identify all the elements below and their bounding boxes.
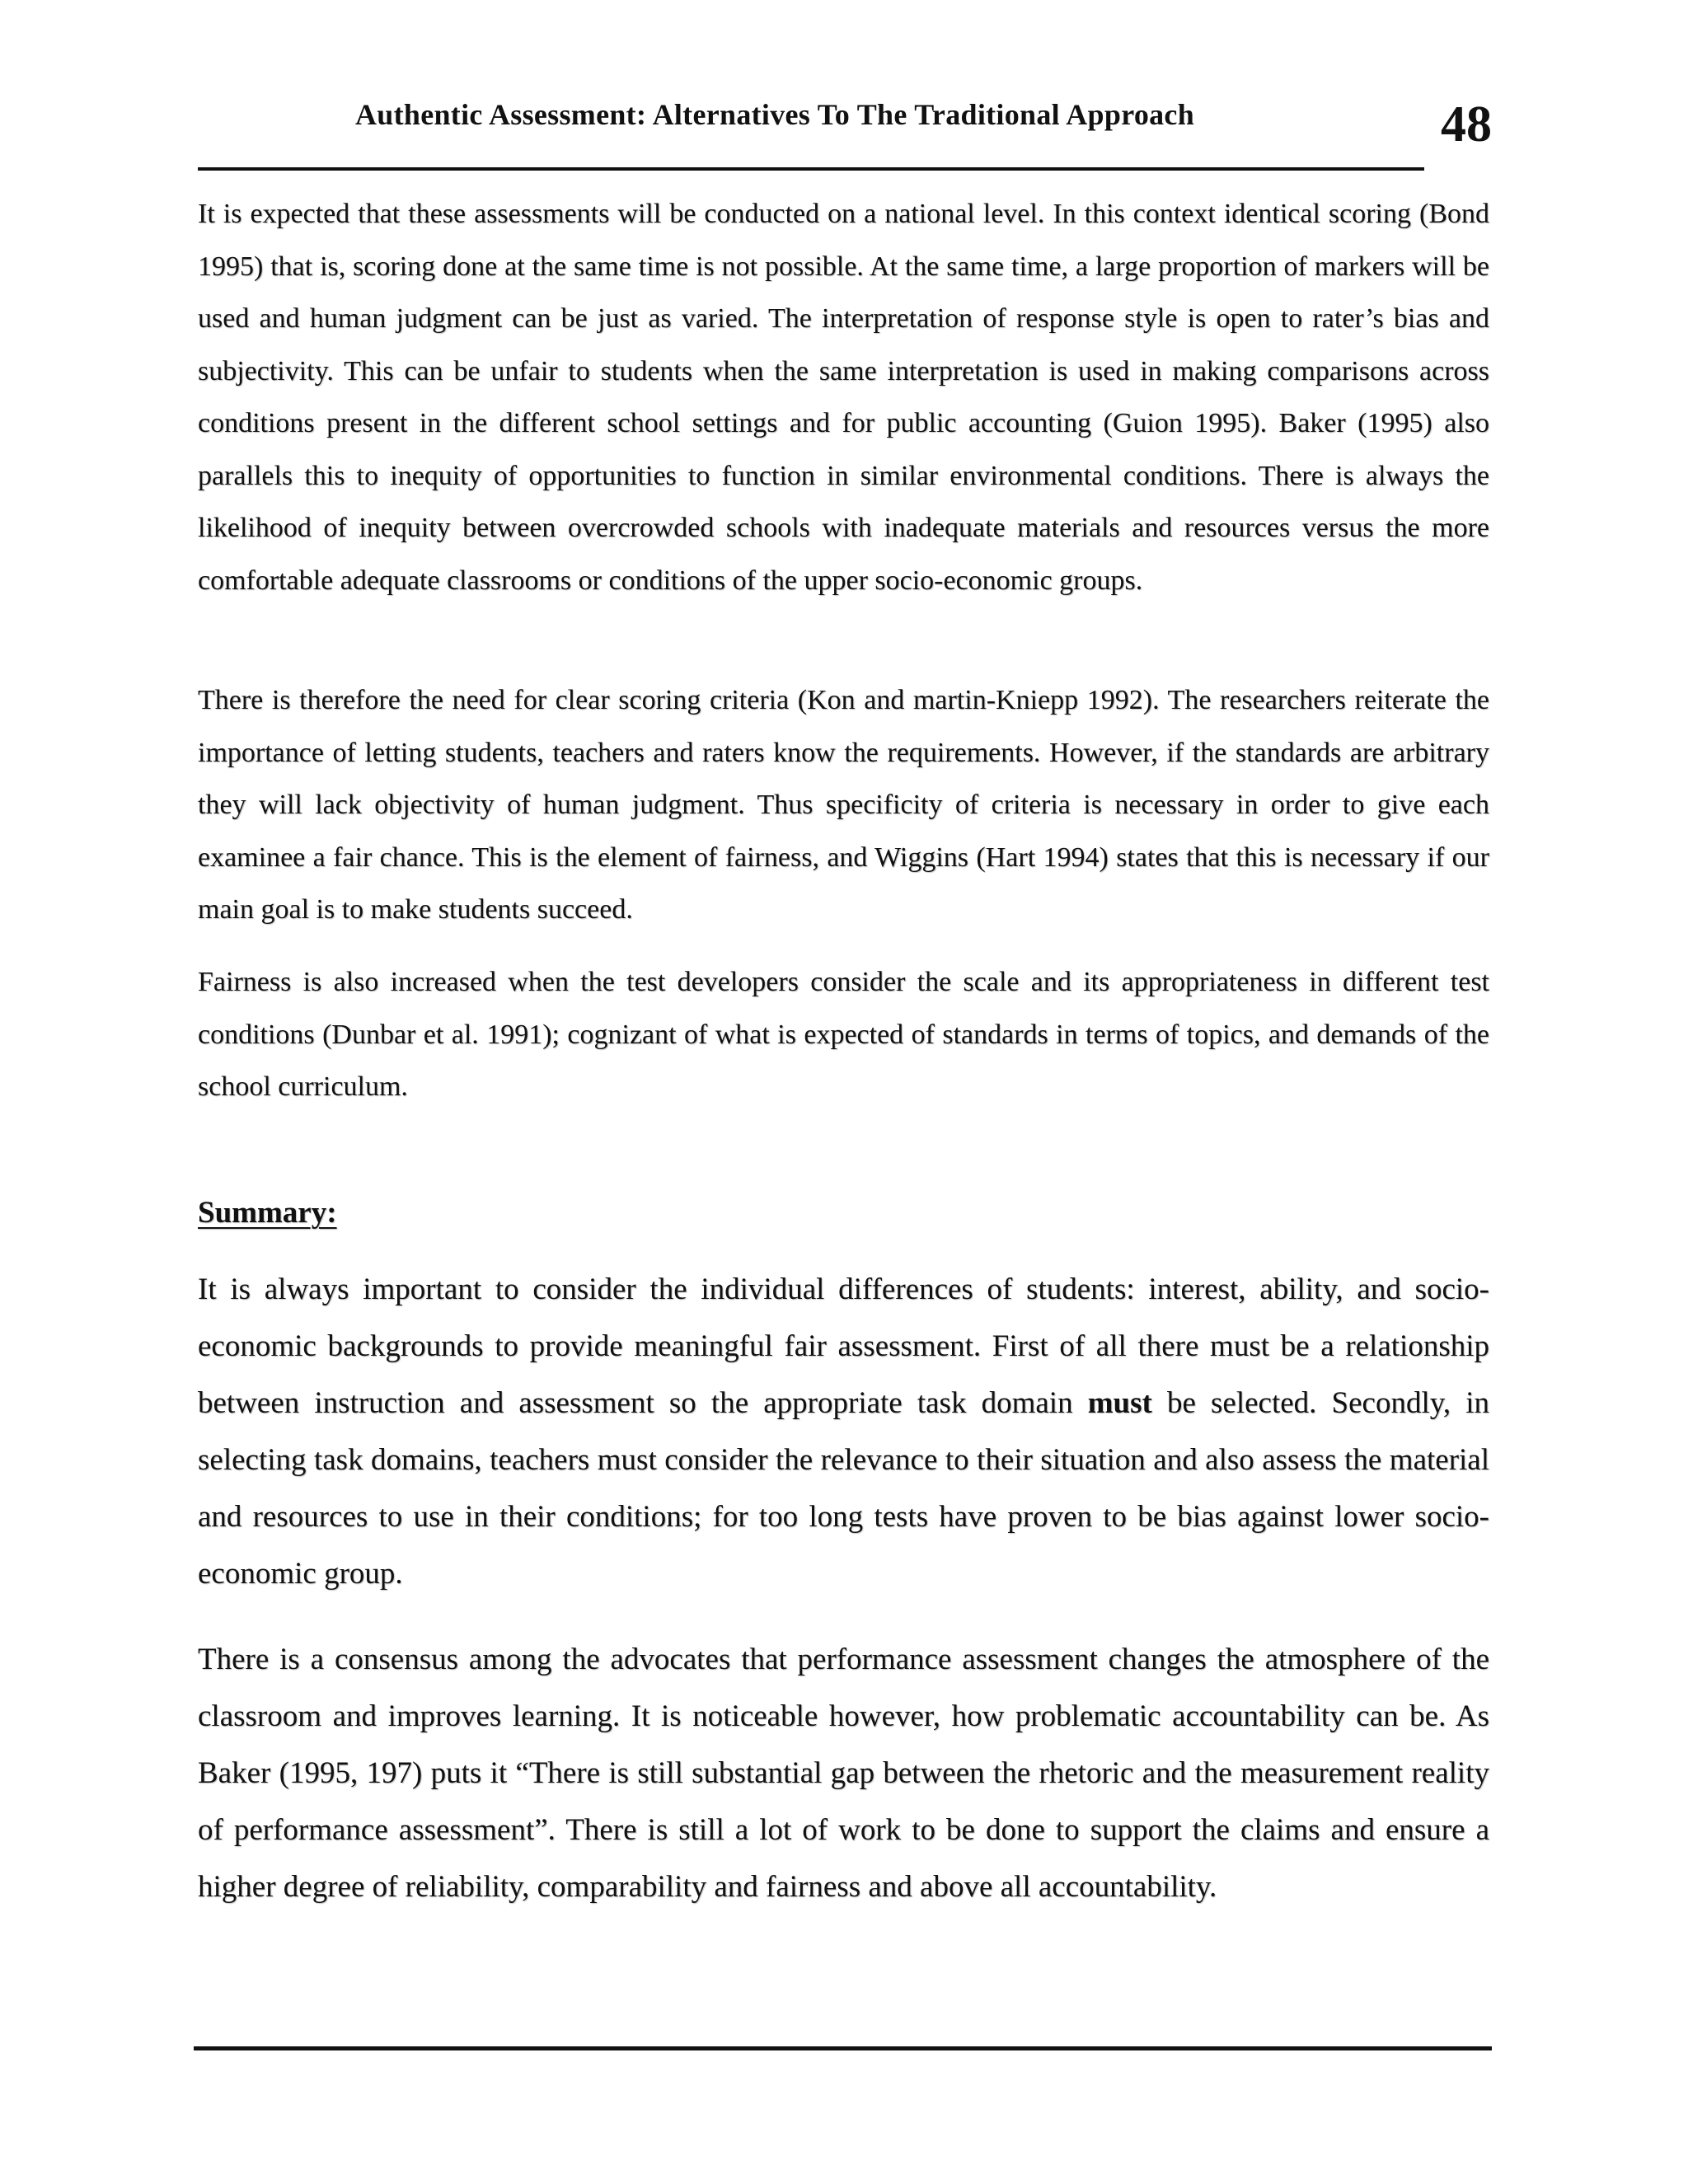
running-header-title: Authentic Assessment: Alternatives To The Traditional Approach [354, 98, 1195, 131]
header-divider [198, 167, 1424, 171]
paragraph-text [198, 1261, 1489, 1602]
page-number: 48 [1441, 96, 1492, 152]
footer-divider [194, 2046, 1492, 2050]
paragraph-text-part: be selected. Secondly, in selecting task domains, teachers must consider the relevance to their situation and also assess the material and resources to use in their conditions; for too long tests have proven to be bias against lower socio-economic group. [198, 1386, 1489, 1591]
paragraph-text: Fairness is also increased when the test developers consider the scale and its appropriateness in different test conditions (Dunbar et al. 1991); cognizant of what is expected of standards in terms of topics, and demands of the school curriculum. [198, 967, 1489, 1102]
paragraph-summary-consensus [198, 1631, 1489, 1915]
paragraph-summary-individual-differences [198, 1261, 1489, 1602]
paragraph-national-assessment [198, 188, 1489, 607]
paragraph-text-part: It is always important to consider the individual differences of students: interest, ability, and socio-economic backgrounds to provide meaningful fair assessment. First of all there must be a relationship between instruction and assessment so the appropriate task domain [198, 1272, 1489, 1420]
summary-heading: Summary: [198, 1196, 337, 1230]
paragraph-text: It is expected that these assessments will be conducted on a national level. In this context identical scoring (Bond 1995) that is, scoring done at the same time is not possible. At the same time, a large proportion of markers will be used and human judgment can be just as varied. The interpretation of response style is open to rater’s bias and subjectivity. This can be unfair to students when the same interpretation is used in making comparisons across conditions present in the different school settings and for public accounting (Guion 1995). Baker (1995) also parallels this to inequity of opportunities to function in similar environmental conditions. There is always the likelihood of inequity between overcrowded schools with inadequate materials and resources versus the more comfortable adequate classrooms or conditions of the upper socio-economic groups. [198, 199, 1489, 596]
paragraph-text: There is a consensus among the advocates that performance assessment changes the atmosphere of the classroom and improves learning. It is noticeable however, how problematic accountability can be. As Baker (1995, 197) puts it “There is still substantial gap between the rhetoric and the measurement reality of performance assessment”. There is still a lot of work to be done to support the claims and ensure a higher degree of reliability, comparability and fairness and above all accountability. [198, 1643, 1489, 1904]
paragraph-text: There is therefore the need for clear scoring criteria (Kon and martin-Kniepp 1992). The researchers reiterate the importance of letting students, teachers and raters know the requirements. However, if the standards are arbitrary they will lack objectivity of human judgment. Thus specificity of criteria is necessary in order to give each examinee a fair chance. This is the element of fairness, and Wiggins (Hart 1994) states that this is necessary if our main goal is to make students succeed. [198, 685, 1489, 925]
paragraph-scoring-criteria [198, 674, 1489, 936]
paragraph-fairness [198, 956, 1489, 1113]
emphasized-word: must [1087, 1386, 1152, 1420]
